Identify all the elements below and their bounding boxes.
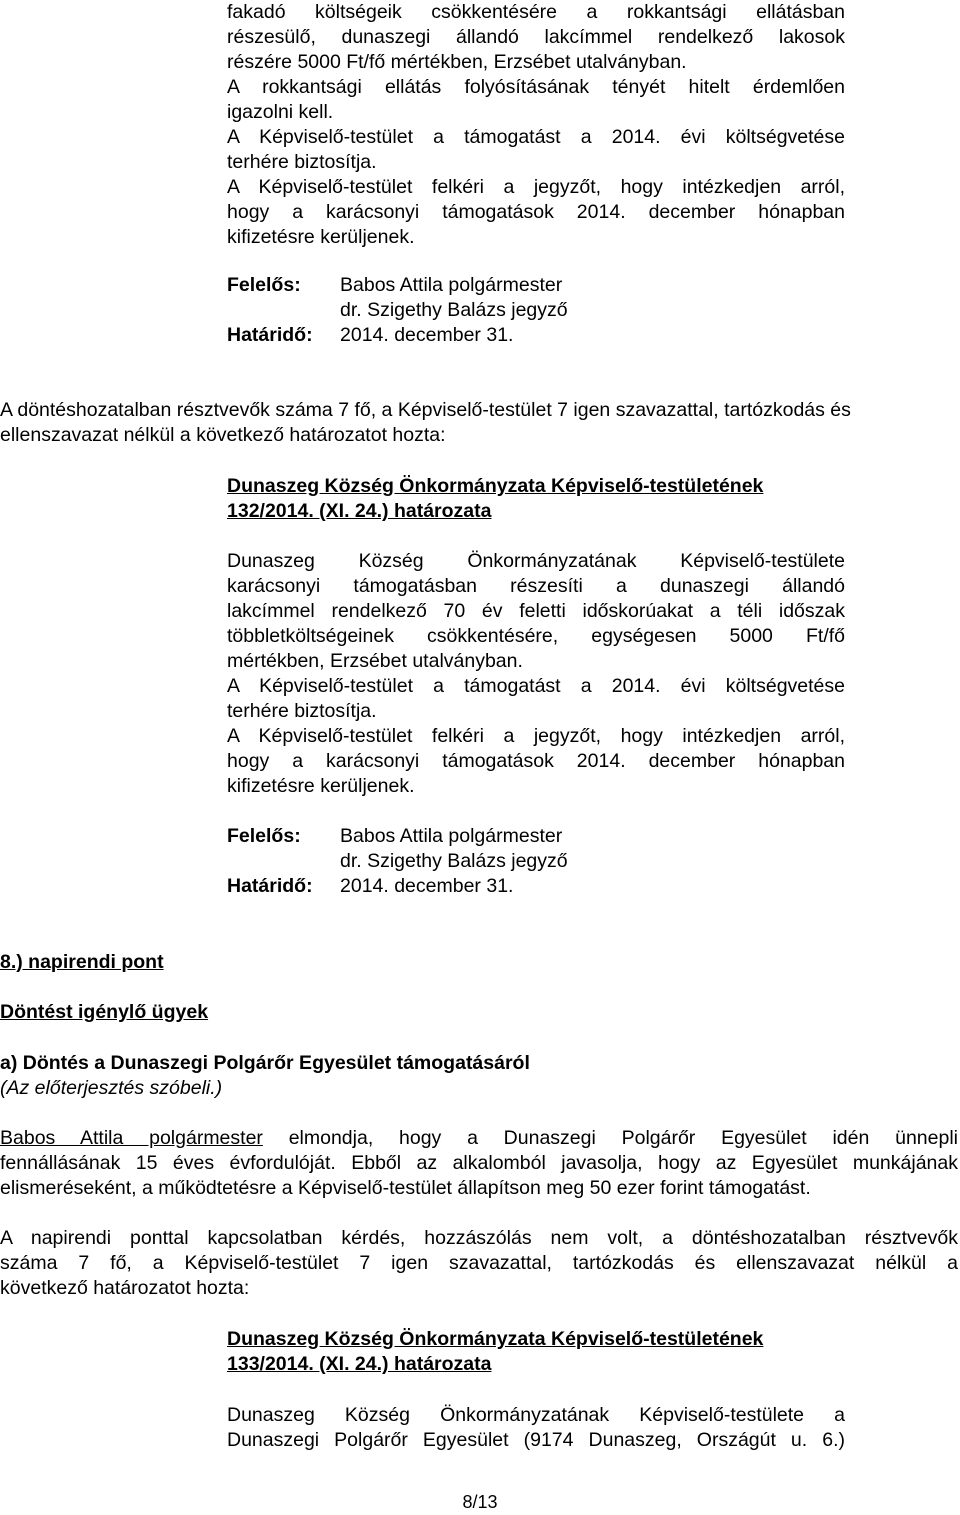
text-line: A Képviselő-testület a támogatást a 2014. évi költségvetése — [227, 126, 845, 148]
responsibility-block — [227, 273, 827, 348]
text-line: részére 5000 Ft/fő mértékben, Erzsébet utalványban. — [227, 51, 687, 73]
text-line: A rokkantsági ellátás folyósításának tényét hitelt érdemlően — [227, 76, 845, 98]
text-line: A Képviselő-testület a támogatást a 2014. évi költségvetése — [227, 675, 845, 697]
felelos-name-2: dr. Szigethy Balázs jegyző — [340, 850, 568, 872]
agenda-item-title: a) Döntés a Dunaszegi Polgárőr Egyesület támogatásáról — [0, 1052, 530, 1074]
felelos-name: Babos Attila polgármester — [340, 825, 563, 847]
text-line: lakcímmel rendelkező 70 év feletti időskorúakat a téli időszak — [227, 600, 845, 622]
hatarido-label: Határidő: — [227, 875, 313, 897]
text-line: következő határozatot hozta: — [0, 1277, 250, 1299]
resolution-body — [227, 1403, 845, 1453]
vote-statement — [0, 1226, 958, 1301]
text-line: hogy a karácsonyi támogatások 2014. december hónapban — [227, 201, 845, 223]
responsibility-block — [227, 824, 827, 899]
text-line: A döntéshozatalban résztvevők száma 7 fő, a Képviselő-testület 7 igen szavazattal, tartózkodás és — [0, 399, 851, 421]
felelos-name: Babos Attila polgármester — [340, 274, 563, 296]
text-line: Dunaszeg Község Önkormányzatának Képviselő-testülete — [227, 550, 845, 572]
text-line: Dunaszegi Polgárőr Egyesület (9174 Dunaszeg, Országút u. 6.) — [227, 1429, 845, 1451]
text-line: Babos Attila polgármester elmondja, hogy a Dunaszegi Polgárőr Egyesület idén ünnepli — [0, 1127, 959, 1149]
text-line: részesülő, dunaszegi állandó lakcímmel rendelkező lakosok — [227, 26, 845, 48]
vote-statement — [0, 398, 958, 448]
resolution-number: 132/2014. (XI. 24.) határozata — [227, 500, 492, 522]
resolution-heading — [227, 1327, 845, 1377]
text-line: száma 7 fő, a Képviselő-testület 7 igen szavazattal, tartózkodás és ellenszavazat nélkül a — [0, 1252, 958, 1274]
hatarido-date: 2014. december 31. — [340, 875, 514, 897]
hatarido-date: 2014. december 31. — [340, 324, 514, 346]
hatarido-label: Határidő: — [227, 324, 313, 346]
felelos-name-2: dr. Szigethy Balázs jegyző — [340, 299, 568, 321]
agenda-category: Döntést igénylő ügyek — [0, 1001, 209, 1023]
resolution-continuation-text — [227, 0, 845, 250]
text-line: mértékben, Erzsébet utalványban. — [227, 650, 523, 672]
resolution-body — [227, 549, 845, 799]
text-line: A napirendi ponttal kapcsolatban kérdés, hozzászólás nem volt, a döntéshozatalban résztvevők — [0, 1227, 958, 1249]
text-line: elismeréseként, a működtetésre a Képviselő-testület állapítson meg 50 ezer forint támogatást. — [0, 1177, 811, 1199]
text-line: Dunaszeg Község Önkormányzatának Képviselő-testülete a — [227, 1404, 845, 1426]
text-line: kifizetésre kerüljenek. — [227, 775, 415, 797]
text-line: karácsonyi támogatásban részesíti a dunaszegi állandó — [227, 575, 845, 597]
text-line: terhére biztosítja. — [227, 151, 377, 173]
text-line: A Képviselő-testület felkéri a jegyzőt, hogy intézkedjen arról, — [227, 725, 845, 747]
text-line: fennállásának 15 éves évfordulóját. Ebből az alkalomból javasolja, hogy az Egyesület munkájának — [0, 1152, 958, 1174]
text-line: többletköltségeinek csökkentésére, egységesen 5000 Ft/fő — [227, 625, 845, 647]
resolution-title: Dunaszeg Község Önkormányzata Képviselő-testületének — [227, 1328, 764, 1350]
felelos-label: Felelős: — [227, 825, 301, 847]
text-line: fakadó költségeik csökkentésére a rokkantsági ellátásban — [227, 1, 845, 23]
text-line: kifizetésre kerüljenek. — [227, 226, 415, 248]
felelos-label: Felelős: — [227, 274, 301, 296]
resolution-heading — [227, 474, 845, 524]
speech-paragraph — [0, 1126, 958, 1201]
agenda-item-note: (Az előterjesztés szóbeli.) — [0, 1077, 223, 1099]
text-line: terhére biztosítja. — [227, 700, 377, 722]
text-line: igazolni kell. — [227, 101, 334, 123]
text-line: A Képviselő-testület felkéri a jegyzőt, hogy intézkedjen arról, — [227, 176, 845, 198]
page-number: 8/13 — [462, 1492, 498, 1512]
text-line: hogy a karácsonyi támogatások 2014. december hónapban — [227, 750, 845, 772]
resolution-title: Dunaszeg Község Önkormányzata Képviselő-testületének — [227, 475, 764, 497]
agenda-point-heading: 8.) napirendi pont — [0, 951, 164, 973]
resolution-number: 133/2014. (XI. 24.) határozata — [227, 1353, 492, 1375]
speaker-name: Babos Attila polgármester — [0, 1127, 263, 1149]
agenda-item — [0, 1051, 958, 1101]
text-line: ellenszavazat nélkül a következő határozatot hozta: — [0, 424, 446, 446]
